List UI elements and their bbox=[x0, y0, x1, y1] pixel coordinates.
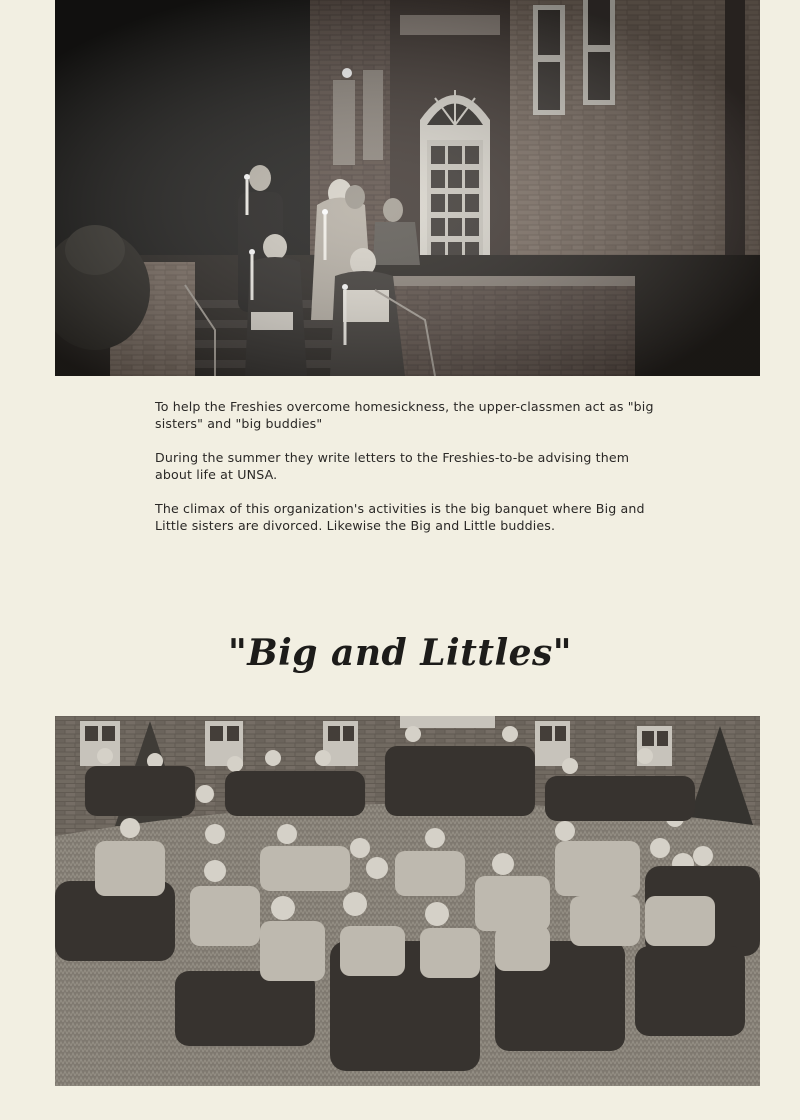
caption-text bbox=[155, 398, 665, 551]
caption-paragraph-3: The climax of this organization's activities is the big banquet where Big and Little sisters are divorced. Likewise the Big and Little buddies. bbox=[155, 501, 645, 533]
photo-candle-ceremony bbox=[55, 0, 760, 376]
caption-paragraph-1: To help the Freshies overcome homesickness, the upper-classmen act as "big sisters" and "big buddies" bbox=[155, 399, 654, 431]
photo-candle-ceremony-image bbox=[55, 0, 760, 376]
photo-group-portrait-image bbox=[55, 716, 760, 1086]
photo-group-portrait bbox=[55, 716, 760, 1086]
page-title: "Big and Littles" bbox=[227, 632, 573, 674]
caption-paragraph-2: During the summer they write letters to the Freshies-to-be advising them about life at UNSA. bbox=[155, 450, 630, 482]
